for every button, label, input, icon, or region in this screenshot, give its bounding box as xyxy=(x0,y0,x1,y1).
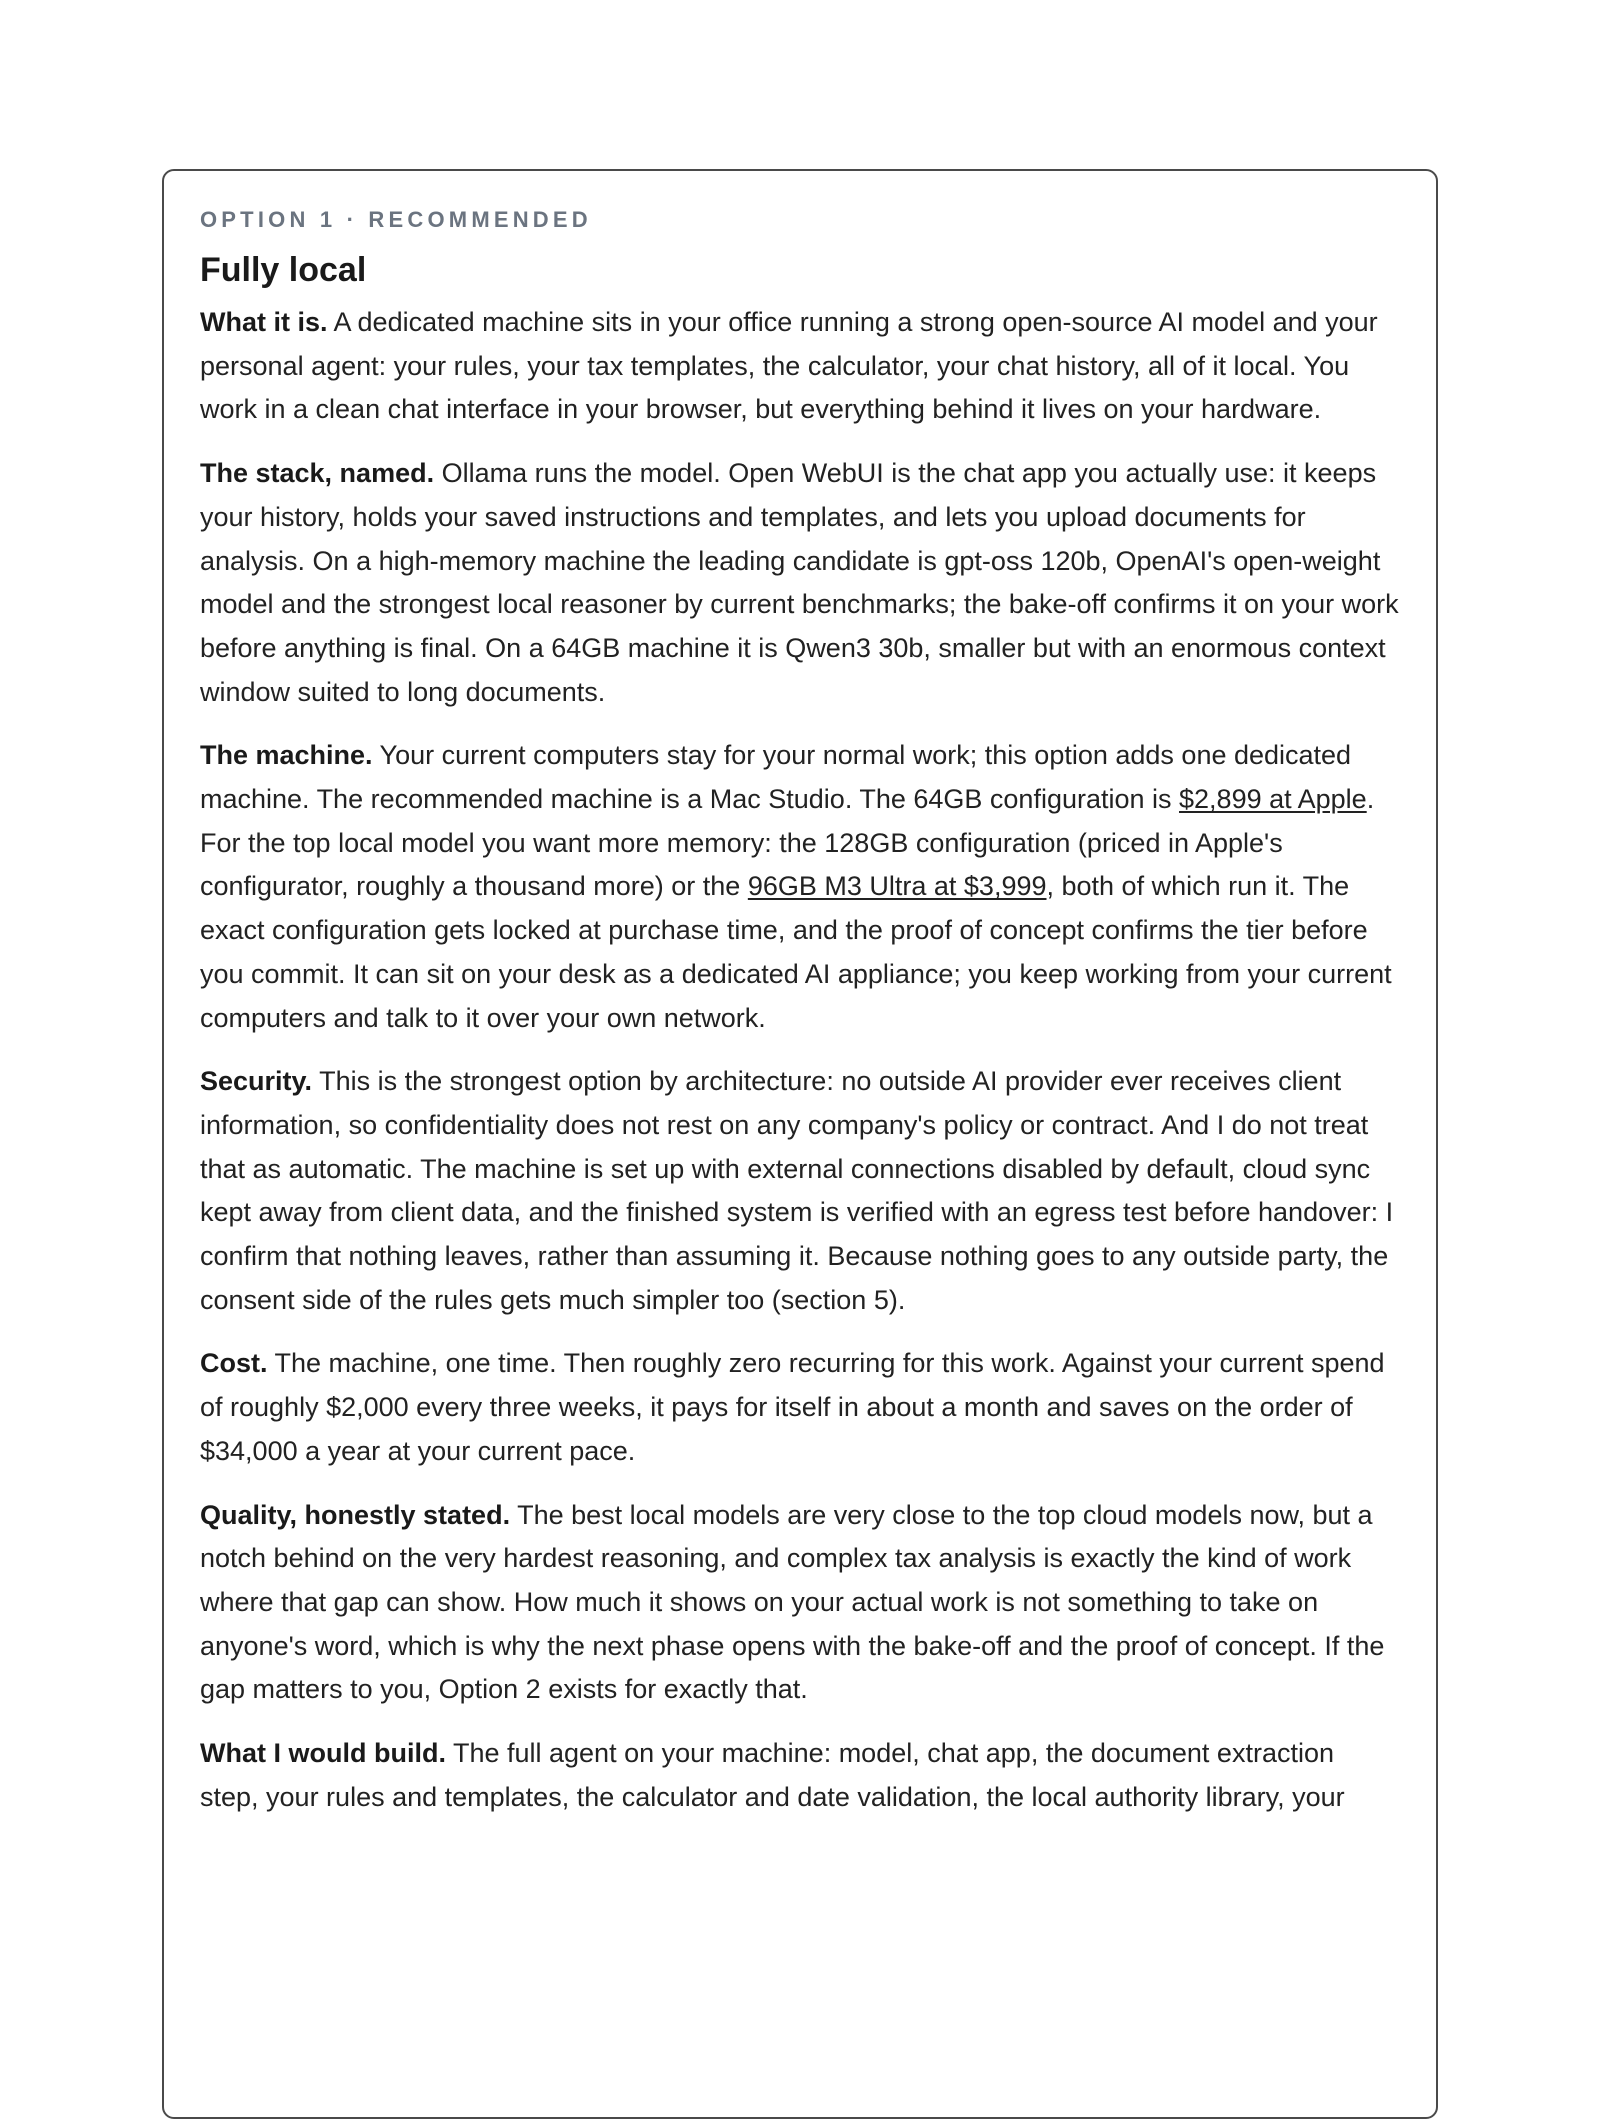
apple-64gb-price-link[interactable]: $2,899 at Apple xyxy=(1179,784,1367,815)
build-paragraph xyxy=(200,1732,1400,1819)
quality-paragraph xyxy=(200,1494,1400,1713)
cost-heading: Cost. xyxy=(200,1348,268,1379)
machine-text-1: Your current computers stay for your normal work; this option adds one dedicated machine. The recommended machine is a Mac Studio. The 64GB configuration is xyxy=(200,740,1352,815)
quality-heading: Quality, honestly stated. xyxy=(200,1499,511,1530)
machine-heading: The machine. xyxy=(200,740,373,771)
option-title: Fully local xyxy=(200,251,367,289)
cost-text: The machine, one time. Then roughly zero recurring for this work. Against your current spend of roughly $2,000 every three weeks, it pays for itself in about a month and saves on the order of $34,000 a year at your current pace. xyxy=(200,1348,1385,1466)
what-it-is-paragraph xyxy=(200,301,1400,432)
what-it-is-text: A dedicated machine sits in your office running a strong open-source AI model and your personal agent: your rules, your tax templates, the calculator, your chat history, all of it local. You work in a clean chat interface in your browser, but everything behind it lives on your hardware. xyxy=(200,307,1378,425)
cost-paragraph xyxy=(200,1342,1400,1473)
build-text: The full agent on your machine: model, chat app, the document extraction step, your rules and templates, the calculator and date validation, the local authority library, your xyxy=(200,1738,1345,1812)
security-heading: Security. xyxy=(200,1066,313,1097)
m3-ultra-price-link[interactable]: 96GB M3 Ultra at $3,999 xyxy=(747,871,1047,902)
security-text: This is the strongest option by architecture: no outside AI provider ever receives client information, so confidentiality does not rest on any company's policy or contract. And I do not treat that as automatic. The machine is set up with external connections disabled by default, cloud sync kept away from client data, and the finished system is verified with an egress test before handover: I confirm that nothing leaves, rather than assuming it. Because nothing goes to any outside party, the consent side of the rules gets much simpler too (section 5). xyxy=(200,1066,1394,1315)
build-heading: What I would build. xyxy=(200,1738,446,1769)
stack-text: Ollama runs the model. Open WebUI is the chat app you actually use: it keeps your history, holds your saved instructions and templates, and lets you upload documents for analysis. On a high-memory machine the leading candidate is gpt-oss 120b, OpenAI's open-weight model and the strongest local reasoner by current benchmarks; the bake-off confirms it on your work before anything is final. On a 64GB machine it is Qwen3 30b, smaller but with an enormous context window suited to long documents. xyxy=(200,458,1399,707)
machine-paragraph xyxy=(200,734,1400,1040)
option-eyebrow: OPTION 1 · RECOMMENDED xyxy=(200,207,592,232)
quality-text: The best local models are very close to the top cloud models now, but a notch behind on the very hardest reasoning, and complex tax analysis is exactly the kind of work where that gap can show. How much it shows on your actual work is not something to take on anyone's word, which is why the next phase opens with the bake-off and the proof of concept. If the gap matters to you, Option 2 exists for exactly that. xyxy=(200,1499,1385,1705)
machine-text-2: . For the top local model you want more memory: the 128GB configuration (priced in Apple's configurator, roughly a thousand more) or the xyxy=(200,784,1375,902)
what-it-is-heading: What it is. xyxy=(200,307,328,337)
stack-paragraph xyxy=(200,452,1400,714)
stack-heading: The stack, named. xyxy=(200,458,435,489)
option-card xyxy=(162,169,1438,2119)
machine-text-3: , both of which run it. The exact configuration gets locked at purchase time, and the proof of concept confirms the tier before you commit. It can sit on your desk as a dedicated AI appliance; you keep working from your current computers and talk to it over your own network. xyxy=(200,871,1392,1033)
security-paragraph xyxy=(200,1060,1400,1322)
